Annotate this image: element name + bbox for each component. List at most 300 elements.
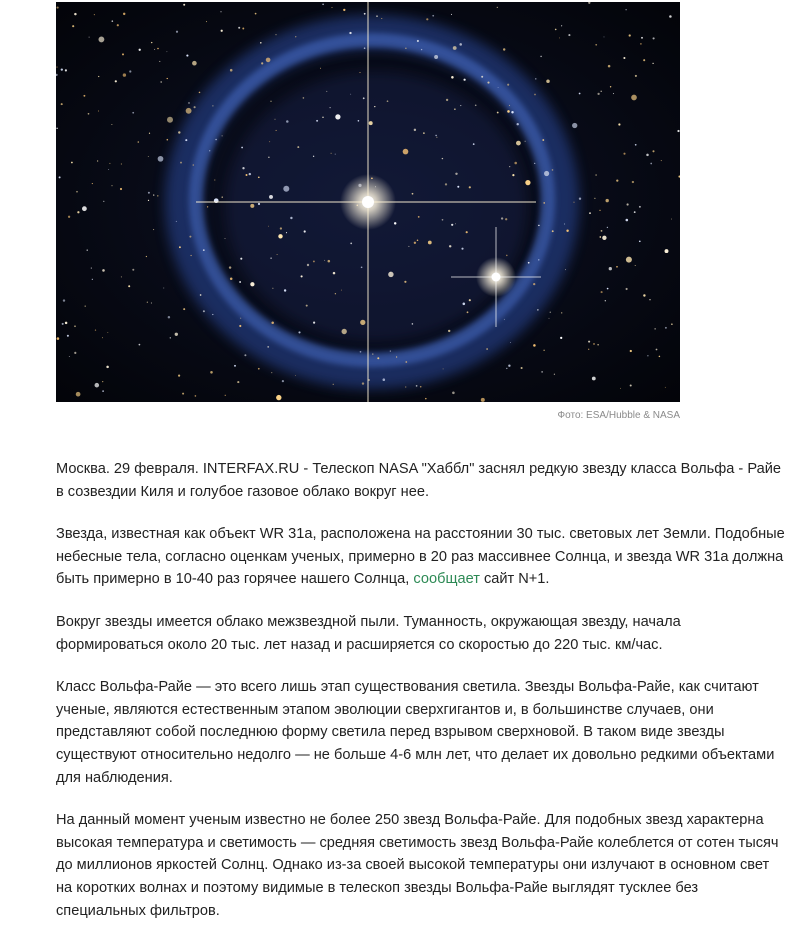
star	[56, 128, 57, 129]
star	[335, 154, 336, 155]
star	[276, 130, 277, 131]
star	[301, 275, 303, 277]
star	[412, 193, 414, 195]
star	[543, 350, 544, 351]
star	[626, 219, 629, 222]
star	[270, 101, 271, 102]
star	[97, 160, 98, 161]
star	[83, 95, 85, 97]
star	[608, 65, 611, 68]
star	[360, 320, 365, 325]
star	[215, 139, 217, 141]
star	[210, 371, 213, 374]
star	[341, 290, 342, 291]
star	[497, 7, 498, 8]
star	[404, 281, 406, 283]
star	[153, 229, 154, 230]
star	[270, 257, 272, 259]
star	[506, 368, 507, 369]
star	[332, 7, 333, 8]
star	[607, 227, 608, 228]
star	[74, 352, 76, 354]
star	[123, 73, 126, 76]
star	[328, 260, 331, 263]
star	[521, 367, 523, 369]
star	[538, 259, 539, 260]
star	[275, 34, 276, 35]
star	[383, 378, 386, 381]
star	[639, 206, 641, 208]
star	[250, 282, 254, 286]
star	[542, 139, 544, 141]
star	[82, 206, 87, 211]
star	[68, 216, 70, 218]
star	[554, 374, 555, 375]
star	[153, 194, 154, 195]
star	[147, 302, 148, 303]
star	[89, 37, 90, 38]
star	[74, 325, 76, 327]
star	[606, 199, 609, 202]
star	[455, 223, 456, 224]
star	[333, 272, 336, 275]
star	[258, 368, 260, 370]
star	[329, 107, 330, 108]
star	[593, 343, 594, 344]
star	[349, 32, 351, 34]
star	[604, 36, 605, 37]
star	[178, 131, 180, 133]
star	[546, 80, 550, 84]
star	[508, 365, 510, 367]
star	[272, 288, 273, 289]
star	[57, 337, 60, 340]
star	[533, 344, 536, 347]
star	[677, 130, 679, 132]
star	[266, 58, 271, 63]
star	[473, 143, 475, 145]
star	[377, 357, 379, 359]
star	[295, 375, 296, 376]
star	[199, 92, 201, 94]
star	[498, 87, 499, 88]
star	[592, 377, 596, 381]
star	[132, 112, 134, 114]
star	[206, 21, 207, 22]
star	[220, 11, 221, 12]
star	[607, 288, 609, 290]
star	[335, 293, 336, 294]
star	[412, 323, 414, 325]
star	[157, 48, 159, 50]
star	[390, 351, 391, 352]
star	[313, 260, 315, 262]
star	[418, 216, 420, 218]
star	[659, 356, 661, 358]
star	[629, 34, 631, 36]
star	[460, 105, 461, 106]
star	[139, 344, 141, 346]
star	[457, 186, 459, 188]
star	[258, 176, 260, 178]
paragraph-2-tail: сайт N+1.	[479, 571, 550, 588]
star	[588, 341, 590, 343]
star	[549, 318, 550, 319]
star	[250, 204, 254, 208]
star	[630, 384, 632, 386]
star	[112, 20, 114, 22]
star	[653, 37, 655, 39]
star	[260, 42, 262, 44]
star	[451, 14, 452, 15]
star	[481, 398, 485, 402]
star	[186, 55, 188, 57]
star	[148, 192, 150, 194]
star	[631, 95, 637, 101]
star	[132, 269, 134, 271]
star	[528, 262, 530, 264]
star	[613, 93, 614, 94]
star	[117, 24, 119, 26]
star	[525, 180, 530, 185]
star	[238, 27, 240, 29]
star	[364, 47, 366, 49]
paragraph-lead: Москва. 29 февраля. INTERFAX.RU - Телескоп NASA "Хаббл" заснял редкую звезду класса Вольфа - Райе в созвездии Киля и голубое газовое облако вокруг нее.	[56, 461, 781, 500]
star	[525, 141, 526, 142]
star	[95, 383, 100, 388]
star	[350, 243, 352, 245]
star	[516, 141, 521, 146]
star	[183, 4, 185, 6]
star	[405, 387, 406, 388]
star	[186, 108, 192, 114]
star	[416, 385, 418, 387]
star	[221, 30, 223, 32]
star	[601, 291, 603, 293]
star	[425, 398, 427, 400]
star	[451, 76, 454, 79]
star	[420, 386, 422, 388]
star	[588, 349, 589, 350]
star	[601, 230, 603, 232]
star	[573, 202, 574, 203]
star	[271, 372, 272, 373]
star	[405, 361, 407, 363]
star	[111, 124, 112, 125]
star	[481, 76, 483, 78]
star	[56, 67, 57, 68]
star	[122, 53, 124, 55]
star	[552, 230, 554, 232]
star	[98, 76, 99, 77]
star	[222, 196, 223, 197]
star	[241, 147, 243, 149]
star	[320, 68, 321, 69]
star	[166, 51, 167, 52]
star	[189, 236, 191, 238]
star	[509, 105, 510, 106]
star	[361, 266, 363, 268]
star	[461, 248, 463, 250]
star	[333, 384, 334, 385]
star	[72, 25, 74, 27]
star	[163, 288, 164, 289]
star	[387, 100, 389, 102]
star	[595, 174, 597, 176]
star	[625, 9, 626, 10]
star	[610, 86, 611, 87]
star	[511, 111, 513, 113]
star	[463, 303, 466, 306]
star	[510, 342, 511, 343]
star	[297, 146, 299, 148]
star	[363, 97, 365, 99]
star	[115, 80, 117, 82]
star	[374, 106, 375, 107]
star	[656, 349, 658, 351]
star	[630, 350, 632, 352]
star	[372, 353, 373, 354]
star	[128, 285, 130, 287]
star	[95, 329, 96, 330]
star	[180, 162, 182, 164]
star	[469, 299, 471, 301]
star	[183, 308, 185, 310]
star	[661, 160, 662, 161]
star	[589, 212, 591, 214]
star	[423, 132, 425, 134]
star	[561, 25, 562, 26]
star	[267, 346, 269, 348]
star	[507, 110, 510, 113]
star	[534, 94, 536, 96]
star	[514, 162, 517, 165]
star	[360, 351, 362, 353]
star	[627, 203, 629, 205]
star	[652, 63, 653, 64]
star	[394, 222, 396, 224]
star	[178, 375, 180, 377]
star	[543, 202, 545, 204]
star	[509, 166, 510, 167]
star	[225, 238, 226, 239]
star	[572, 123, 577, 128]
star	[635, 75, 637, 77]
star	[559, 37, 560, 38]
star	[533, 283, 535, 285]
star	[579, 198, 581, 200]
star	[138, 141, 140, 143]
star	[594, 198, 595, 199]
star	[647, 355, 648, 356]
star	[313, 156, 314, 157]
star	[445, 183, 447, 185]
star	[278, 234, 282, 238]
star	[103, 201, 104, 202]
star	[620, 388, 621, 389]
star	[516, 123, 518, 125]
star	[623, 57, 625, 59]
star	[436, 137, 437, 138]
star	[203, 249, 205, 251]
star	[504, 319, 505, 320]
star	[203, 310, 205, 312]
star	[185, 139, 187, 141]
star	[230, 278, 233, 281]
star	[358, 120, 360, 122]
source-link[interactable]: сообщает	[413, 571, 480, 588]
star	[501, 217, 503, 219]
star	[463, 79, 465, 81]
star	[268, 226, 269, 227]
star	[242, 167, 244, 169]
star	[87, 249, 88, 250]
star	[650, 163, 652, 165]
star	[442, 158, 443, 159]
star	[69, 356, 70, 357]
star	[451, 224, 453, 226]
article-photo	[56, 2, 680, 402]
star	[59, 176, 61, 178]
star	[635, 265, 636, 266]
star	[286, 120, 289, 123]
star	[466, 231, 468, 233]
paragraph-3: Вокруг звезды имеется облако межзвездной пыли. Туманность, окружающая звезду, начала формироваться около 20 тыс. лет назад и расширяется со скоростью до 220 тыс. км/час.	[56, 613, 681, 653]
star	[597, 93, 599, 95]
star	[417, 239, 419, 241]
star	[544, 171, 549, 176]
photo-credit: Фото: ESA/Hubble & NASA	[557, 410, 680, 421]
star	[455, 173, 457, 175]
star	[469, 186, 471, 188]
star	[98, 36, 104, 42]
star	[595, 44, 597, 46]
star	[560, 337, 562, 339]
star	[290, 217, 292, 219]
star	[237, 381, 239, 383]
star	[550, 312, 551, 313]
star	[616, 266, 618, 268]
star	[63, 299, 65, 301]
star	[600, 91, 601, 92]
star	[77, 211, 79, 213]
star	[176, 221, 177, 222]
star	[195, 395, 197, 397]
star	[342, 329, 347, 334]
star	[246, 174, 248, 176]
star	[541, 371, 543, 373]
star	[331, 153, 332, 154]
star	[98, 110, 99, 111]
star	[538, 225, 539, 226]
star	[643, 294, 645, 296]
star	[158, 156, 164, 162]
star	[566, 230, 568, 232]
star	[239, 325, 241, 327]
star	[225, 395, 226, 396]
star	[167, 139, 169, 141]
star	[487, 82, 489, 84]
star	[298, 331, 300, 333]
star	[362, 382, 364, 384]
star	[175, 333, 178, 336]
star	[283, 186, 289, 192]
star	[568, 34, 570, 36]
star	[322, 4, 324, 6]
star	[535, 78, 536, 79]
star	[230, 69, 233, 72]
star	[148, 200, 149, 201]
star	[414, 129, 416, 131]
star	[67, 335, 69, 337]
star	[421, 49, 422, 50]
star	[65, 69, 67, 71]
star	[453, 46, 457, 50]
star	[322, 117, 324, 119]
star	[599, 236, 601, 238]
star	[626, 257, 632, 263]
star	[92, 279, 93, 280]
star	[417, 40, 419, 42]
star	[505, 218, 507, 220]
star	[324, 260, 325, 261]
star	[57, 7, 59, 9]
star	[258, 203, 260, 205]
star	[286, 232, 287, 233]
star	[212, 314, 213, 315]
star	[76, 191, 78, 193]
paragraph-2-text: Звезда, известная как объект WR 31a, расположена на расстоянии 30 тыс. световых лет Земли. Подобные небесные тела, согласно оценкам ученых, примерно в 20 раз массивнее Солнца, и звезда WR 31a должна быть примерно в 10-40 раз горячее нашего Солнца,	[56, 526, 785, 588]
star	[599, 210, 600, 211]
star	[552, 169, 554, 171]
star	[249, 173, 251, 175]
star	[214, 179, 215, 180]
star	[269, 195, 273, 199]
star	[540, 56, 542, 58]
star	[222, 135, 223, 136]
paragraph-2	[56, 523, 786, 591]
star	[62, 323, 64, 325]
star	[534, 163, 535, 164]
star	[428, 241, 432, 245]
star	[106, 366, 109, 369]
star	[454, 108, 455, 109]
star	[212, 105, 213, 106]
star	[92, 183, 93, 184]
star	[449, 245, 451, 247]
star	[503, 48, 505, 50]
star	[151, 42, 152, 43]
star	[632, 181, 634, 183]
star	[129, 70, 131, 72]
star	[61, 68, 63, 70]
star	[432, 15, 434, 17]
star	[403, 149, 409, 155]
star	[381, 18, 382, 19]
star	[414, 242, 416, 244]
star	[168, 316, 170, 318]
star	[71, 162, 73, 164]
star	[159, 61, 160, 62]
star	[459, 43, 462, 46]
star	[564, 224, 565, 225]
star	[170, 337, 171, 338]
star	[641, 37, 643, 39]
star	[111, 185, 112, 186]
star	[665, 327, 667, 329]
star	[467, 311, 469, 313]
star	[102, 337, 103, 338]
